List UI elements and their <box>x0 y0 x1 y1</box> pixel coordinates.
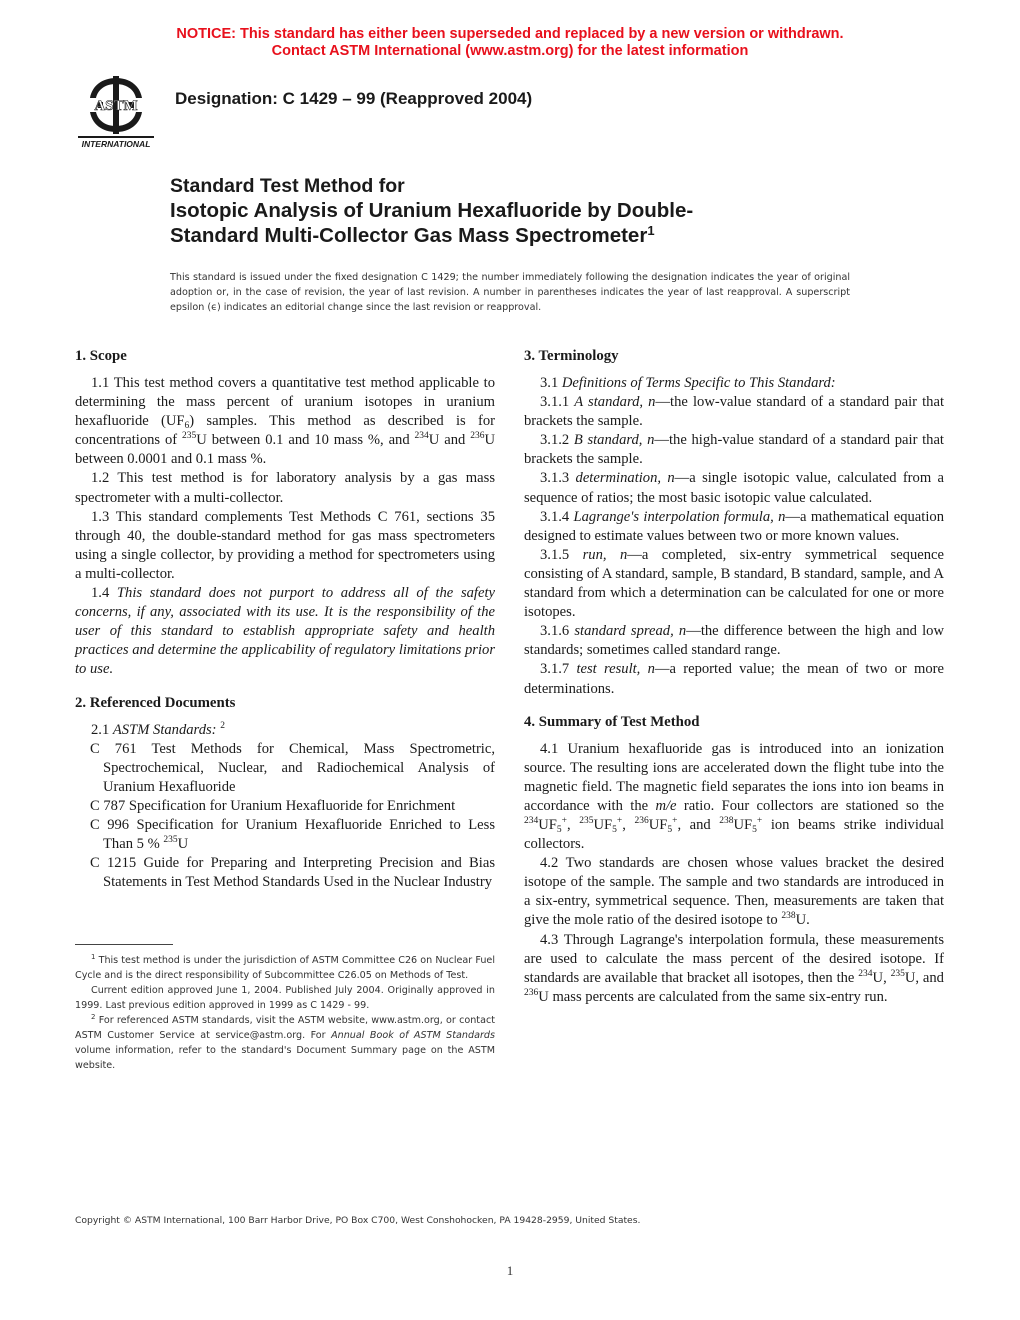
definition-3-1-7: 3.1.7 test result, n—a reported value; the mean of two or more determinations. <box>524 661 944 697</box>
designation: Designation: C 1429 – 99 (Reapproved 2004) <box>175 89 533 108</box>
footnote-divider <box>75 944 173 945</box>
section-heading-referenced-documents: 2. Referenced Documents <box>75 694 236 711</box>
logo-caption: INTERNATIONAL <box>81 139 151 149</box>
title-line-2: Isotopic Analysis of Uranium Hexafluoride by Double- <box>170 199 694 222</box>
definition-3-1-1: 3.1.1 A standard, n—the low-value standard of a standard pair that brackets the sample. <box>524 394 945 430</box>
page-number: 1 <box>506 1263 514 1278</box>
reference-c761: C 761 Test Methods for Chemical, Mass Spectrometric, Spectrochemical, Nuclear, and Radiochemical Analysis of Uranium Hexafluoride <box>90 740 495 795</box>
footnotes <box>75 953 495 1073</box>
paragraph-2-1: 2.1 ASTM Standards: $^2$ <box>91 720 225 738</box>
paragraph-1-3: 1.3 This standard complements Test Methods C 761, sections 35 through 40, the double-standard method for gas mass spectrometers using a single collector, by providing a method for spectrometers using a multi-collector. <box>75 508 495 582</box>
footnote-1-edition: Current edition approved June 1, 2004. Published July 2004. Originally approved in 1999. Last previous edition approved in 1999 as C 1429 - 99. <box>75 985 495 1011</box>
title-footnote-mark: 1 <box>647 223 655 238</box>
definition-3-1-2: 3.1.2 B standard, n—the high-value standard of a standard pair that brackets the sample. <box>524 432 944 468</box>
copyright-line: Copyright © ASTM International, 100 Barr Harbor Drive, PO Box C700, West Conshohocken, PA 19428-2959, United States. <box>75 1215 641 1226</box>
paragraph-3-1: 3.1 Definitions of Terms Specific to This Standard: <box>540 375 836 391</box>
astm-logo <box>72 72 160 150</box>
paragraph-4-1: 4.1 Uranium hexafluoride gas is introduced into an ionization source. The resulting ions are accelerated down the flight tube into the magnetic field. The magnetic field separates the ions into ion beams in accordance with the m/e ratio. Four collectors are stationed so the $^{234}UF_5^+$, $^{235}UF_5^+$, $^{236}UF_5^+$, and $^{238}UF_5^+$ ion beams strike individual collectors. <box>524 740 944 853</box>
footnote-2: $^2$ For referenced ASTM standards, visit the ASTM website, www.astm.org, or contact ASTM Customer Service at service@astm.org. For Annual Book of ASTM Standards volume information, refer to the standard's Document Summary page on the ASTM website. <box>75 1013 495 1071</box>
notice-banner <box>0 26 1020 60</box>
left-column <box>75 347 495 892</box>
definition-3-1-6: 3.1.6 standard spread, n—the difference between the high and low standards; sometimes called standard range. <box>524 623 944 659</box>
paragraph-1-2: 1.2 This test method is for laboratory analysis by a gas mass spectrometer with a multi-collector. <box>75 470 495 506</box>
right-column <box>524 347 944 1007</box>
title-line-3: Standard Multi-Collector Gas Mass Spectrometer$^1$ <box>170 223 655 247</box>
title-line-1: Standard Test Method for <box>170 175 405 197</box>
notice-line-2: Contact ASTM International (www.astm.org) for the latest information <box>271 43 749 59</box>
paragraph-4-2: 4.2 Two standards are chosen whose values bracket the desired isotope of the sample. The sample and two standards are introduced in a six-entry, symmetrical sequence. Then, measurements are taken that give the mole ratio of the desired isotope to $^{238}$U. <box>524 855 944 929</box>
intro-paragraph: This standard is issued under the fixed designation C 1429; the number immediately following the designation indicates the year of original adoption or, in the case of revision, the year of last revision. A number in parentheses indicates the year of last reapproval. A superscript epsilon (ϵ) indicates an editorial change since the last revision or reapproval. <box>170 272 850 313</box>
paragraph-1-1: 1.1 This test method covers a quantitative test method applicable to determining the mass percent of uranium isotopes in uranium hexafluoride $(UF_6)$ samples. This method as described is for concentrations of $^{235}$U between 0.1 and 10 mass %, and $^{234}$U and $^{236}$U between 0.0001 and 0.1 mass %. <box>75 375 496 468</box>
definition-3-1-5: 3.1.5 run, n—a completed, six-entry symmetrical sequence consisting of A standard, sample, B standard, B standard, sample, and A standard from which a determination can be calculated for one or more isotopes. <box>524 546 944 621</box>
paragraph-4-3: 4.3 Through Lagrange's interpolation formula, these measurements are used to calculate the mass percent of the desired isotope. If standards are available that bracket all isotopes, then the $^{234}$U, $^{235}$U, and $^{236}$U mass percents are calculated from the same six-entry run. <box>524 931 944 1005</box>
definition-3-1-4: 3.1.4 Lagrange's interpolation formula, n—a mathematical equation designed to estimate values between two or more known values. <box>524 508 944 544</box>
section-heading-terminology: 3. Terminology <box>524 348 619 364</box>
section-heading-summary: 4. Summary of Test Method <box>524 713 700 730</box>
reference-c1215: C 1215 Guide for Preparing and Interpreting Precision and Bias Statements in Test Method Standards Used in the Nuclear Industry <box>90 855 495 891</box>
reference-c787: C 787 Specification for Uranium Hexafluoride for Enrichment <box>90 797 456 814</box>
footnote-1: $^1$ This test method is under the jurisdiction of ASTM Committee C26 on Nuclear Fuel Cycle and is the direct responsibility of Subcommittee C26.05 on Methods of Test. <box>75 953 495 981</box>
logo-letters: ASTM <box>94 98 138 114</box>
definition-3-1-3: 3.1.3 determination, n—a single isotopic value, calculated from a sequence of ratios; the most basic isotopic value calculated. <box>524 470 944 506</box>
notice-line-1: NOTICE: This standard has either been superseded and replaced by a new version or withdrawn. <box>176 26 844 42</box>
reference-c996: C 996 Specification for Uranium Hexafluoride Enriched to Less Than 5 % $^{235}$U <box>90 816 495 853</box>
document-title <box>170 175 870 248</box>
section-heading-scope: 1. Scope <box>75 348 127 364</box>
paragraph-1-4: 1.4 This standard does not purport to address all of the safety concerns, if any, associated with its use. It is the responsibility of the user of this standard to establish appropriate safety and health practices and determine the applicability of regulatory limitations prior to use. <box>75 585 495 678</box>
